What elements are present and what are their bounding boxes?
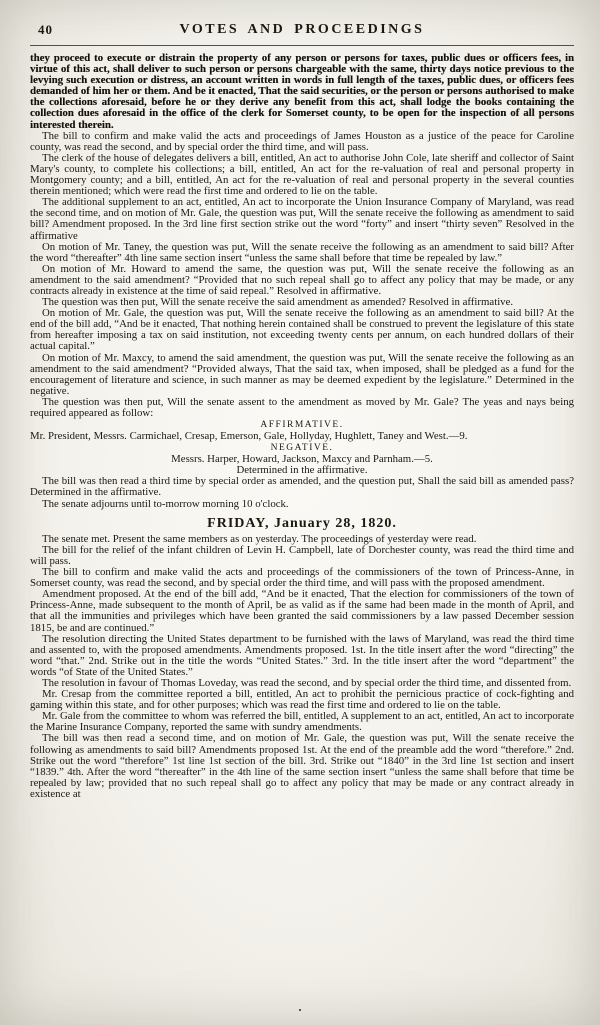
paragraph: Mr. Cresap from the committee reported a bill, entitled, An act to prohibit the pernicious practice of cock-fighting and gaming within this state, and for other purposes; which was read the first time and ordered to lie on the table. xyxy=(30,688,574,712)
page-number: 40 xyxy=(38,22,53,37)
paragraph: The clerk of the house of delegates delivers a bill, entitled, An act to authorise John Cole, late sheriff and collector of Saint Mary's county, to complete his collections; a bill, entitled, An act for the re-valuation of real and personal property in Montgomery county; and a bill, entitled, An act for the re-valuation of real and personal property in the several counties therein mentioned; which were read the first time and ordered to lie on the table. xyxy=(30,151,574,198)
document-body xyxy=(30,53,574,800)
paragraph: On motion of Mr. Gale, the question was put, Will the senate receive the following as an amendment to said bill? At the end of the bill add, “And be it enacted, That nothing herein contained shall be construed to prevent the legislature of this state from hereafter imposing a tax on said institution, not exceeding twenty cents per annum, on each hundred dollars of their actual capital.” xyxy=(30,307,574,353)
paragraph: The question was then put, Will the senate receive the said amendment as amended? Resolved in affirmative. xyxy=(42,296,514,309)
running-title: VOTES AND PROCEEDINGS xyxy=(179,22,425,37)
paragraph: The bill to confirm and make valid the acts and proceedings of James Houston as a justice of the peace for Caroline county, was read the second, and by special order the third time, and will pass. xyxy=(30,129,574,153)
paragraph: The question was then put, Will the senate assent to the amendment as moved by Mr. Gale? The yeas and nays being required appeared as follow: xyxy=(30,395,574,419)
paragraph: The resolution directing the United States department to be furnished with the laws of Maryland, was read the third time and assented to, with the proposed amendments. Amendments proposed. 1st. In the title insert after the word “directing” the word “that.” 2nd. Strike out in the title the words “United States.” 3rd. In the title insert after the word “department” the words “of State of the United States.” xyxy=(30,632,574,678)
section-date-heading: FRIDAY, January 28, 1820. xyxy=(207,515,397,531)
printers-mark: • xyxy=(298,1006,302,1015)
vote-heading-affirmative: AFFIRMATIVE. xyxy=(260,420,344,431)
paragraph: The senate met. Present the same members as on yesterday. The proceedings of yesterday were read. xyxy=(42,532,477,545)
vote-list-affirmative: Mr. President, Messrs. Carmichael, Cresap, Emerson, Gale, Hollyday, Hughlett, Taney and West.—9. xyxy=(30,430,468,443)
paragraph: The additional supplement to an act, entitled, An act to incorporate the Union Insurance Company of Maryland, was read the second time, and on motion of Mr. Gale, the question was put, Will the senate receive the following as amendment to said bill? Amendment proposed. In the 3rd line first section strike out the word “forty” and insert “thirty seven” Resolved in the affirmative xyxy=(30,196,574,242)
paragraph: The bill was then read a second time, and on motion of Mr. Gale, the question was put, Will the senate receive the following as amendments to said bill? Amendments proposed 1st. At the end of the preamble add the word “therefore.” 2nd. Strike out the word “therefore” 1st line 1st section of the bill. 3rd. Strike out “1840” in the 3rd line 1st section and insert “1839.” 4th. After the word “thereafter” in the 4th line of the same section insert “unless the same shall before that time be repealed by law; provided that no such repeal shall go to affect any policy that may be made or any contract already in existence at xyxy=(30,732,574,800)
vote-list-negative: Messrs. Harper, Howard, Jackson, Maxcy and Parnham.—5. xyxy=(171,453,433,466)
paragraph: Mr. Gale from the committee to whom was referred the bill, entitled, A supplement to an act, entitled, An act to incorporate the Marine Insurance Company, reported the same with sundry amendments. xyxy=(30,710,574,734)
paragraph: The bill to confirm and make valid the acts and proceedings of the commissioners of the town of Princess-Anne, in Somerset county, was read the second, and by special order the third time, and will pass with the proposed amendment. xyxy=(30,566,574,590)
continued-paragraph: they proceed to execute or distrain the property of any person or persons for taxes, public dues or officers fees, in virtue of this act, shall deliver to such person or persons chargeable with the same, thirty days notice previous to the levying such execution or distress, an account written in words in full length of the taxes, public dues, or officers fees demanded of him her or them. And be it enacted, That the said securities, or the person or persons authorised to make the collections aforesaid, before he or they derive any benefit from this act, shall lodge the books containing the collection dues aforesaid in the office of the clerk for Somerset county, to be open for the inspection of all persons interested therein. xyxy=(30,52,574,131)
paragraph: The bill was then read a third time by special order as amended, and the question put, Shall the said bill as amended pass? Determined in the affirmative. xyxy=(30,475,574,499)
paragraph: On motion of Mr. Taney, the question was put, Will the senate receive the following as an amendment to said bill? After the word “thereafter” 4th line same section insert “unless the same shall before that time be repealed by law.” xyxy=(30,240,574,264)
paragraph: Amendment proposed. At the end of the bill add, “And be it enacted, That the election for commissioners of the town of Princess-Anne, made subsequent to the month of April, be as valid as if the same had been made in the month of April, and that all the immunities and privileges which have been granted the said commissioners by a law passed December session 1815, be and are continued.” xyxy=(30,588,574,634)
paragraph: On motion of Mr. Maxcy, to amend the said amendment, the question was put, Will the senate receive the following as an amendment to the said amendment? “Provided always, That the said tax, when imposed, shall be pledged as a fund for the encouragement of literature and science, in such manner as may be deemed expedient by the legislature.” Determined in the negative. xyxy=(30,351,574,397)
page-header xyxy=(30,22,574,40)
paragraph: The resolution in favour of Thomas Loveday, was read the second, and by special order the third time, and dissented from. xyxy=(42,676,572,689)
header-rule xyxy=(30,45,574,46)
vote-result: Determined in the affirmative. xyxy=(236,464,368,477)
paragraph: The bill for the relief of the infant children of Levin H. Campbell, late of Dorchester county, was read the third time and will pass. xyxy=(30,543,574,567)
paragraph: The senate adjourns until to-morrow morning 10 o'clock. xyxy=(42,497,289,510)
paragraph: On motion of Mr. Howard to amend the same, the question was put, Will the senate receive the following as an amendment to the said amendment? “Provided that no such repeal shall go to affect any policy that may be made, or any contracts already in existence at the time of said repeal.” Resolved in affirmative. xyxy=(30,262,574,297)
vote-heading-negative: NEGATIVE. xyxy=(270,443,334,454)
